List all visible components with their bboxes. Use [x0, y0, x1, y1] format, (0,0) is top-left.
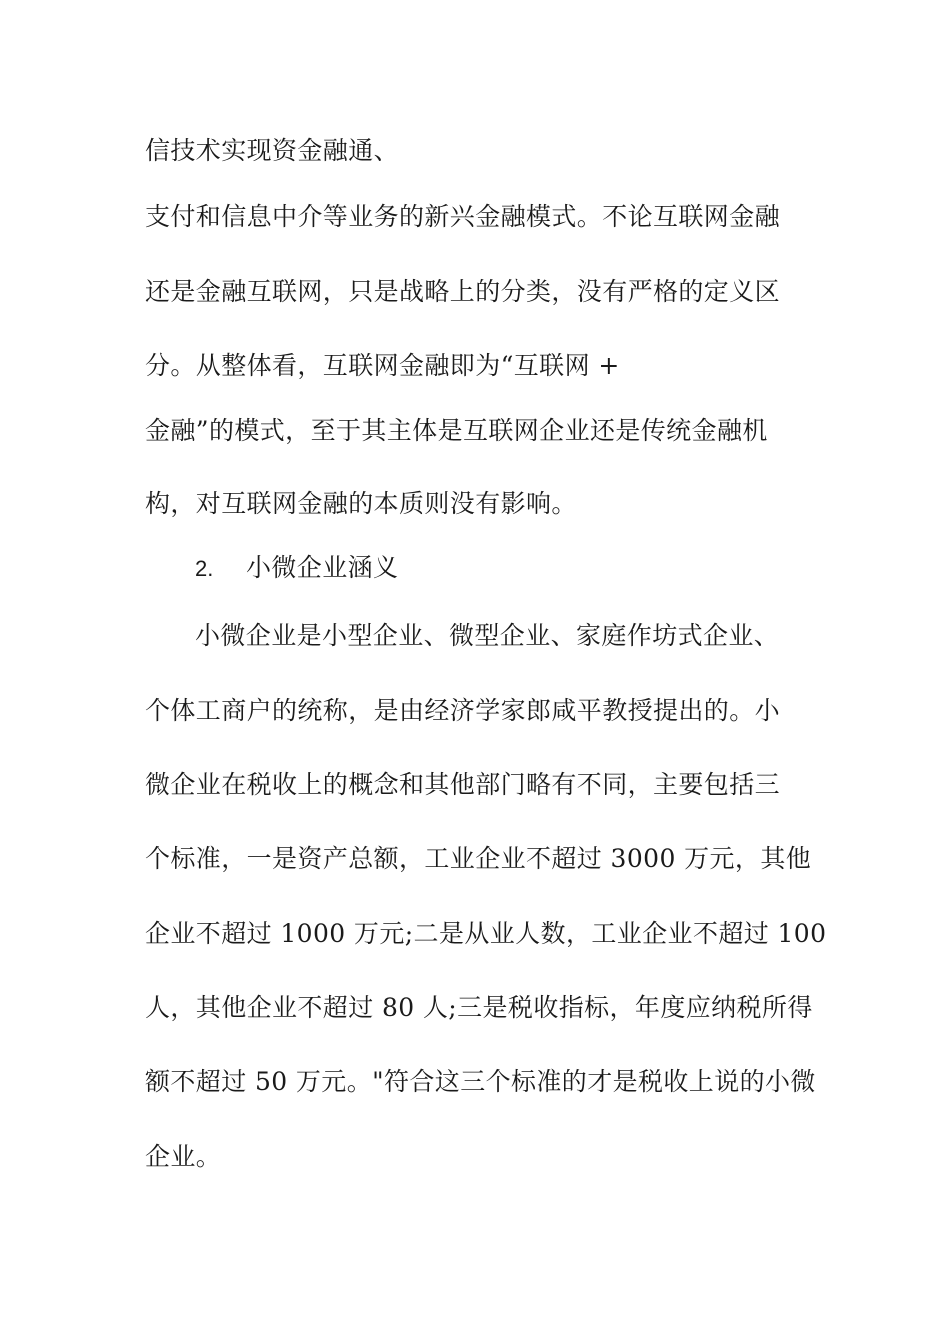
section-2-number: 2. [195, 556, 214, 581]
paragraph-2-line-8: 企业。 [145, 1142, 222, 1171]
paragraph-1-line-6: 构，对互联网金融的本质则没有影响。 [145, 489, 577, 518]
paragraph-1-line-3: 还是金融互联网，只是战略上的分类，没有严格的定义区 [145, 277, 781, 306]
paragraph-1-line-1: 信技术实现资金融通、 [145, 136, 400, 165]
paragraph-1-line-4: 分。从整体看，互联网金融即为“互联网 + [145, 351, 620, 380]
paragraph-2-line-3: 微企业在税收上的概念和其他部门略有不同，主要包括三 [145, 770, 781, 799]
paragraph-1-line-2: 支付和信息中介等业务的新兴金融模式。不论互联网金融 [145, 202, 781, 231]
paragraph-2-line-2: 个体工商户的统称，是由经济学家郎咸平教授提出的。小 [145, 696, 781, 725]
paragraph-2-line-4: 个标准，一是资产总额，工业企业不超过 3000 万元，其他 [145, 844, 812, 873]
paragraph-2-line-5: 企业不超过 1000 万元;二是从业人数，工业企业不超过 100 [145, 919, 827, 948]
paragraph-1-line-5: 金融”的模式，至于其主体是互联网企业还是传统金融机 [145, 416, 768, 445]
paragraph-2-line-7: 额不超过 50 万元。"符合这三个标准的才是税收上说的小微 [145, 1067, 816, 1096]
paragraph-2-line-6: 人，其他企业不超过 80 人;三是税收指标，年度应纳税所得 [145, 993, 813, 1022]
section-2-title: 小微企业涵义 [246, 553, 399, 582]
paragraph-2-line-1: 小微企业是小型企业、微型企业、家庭作坊式企业、 [195, 621, 780, 650]
